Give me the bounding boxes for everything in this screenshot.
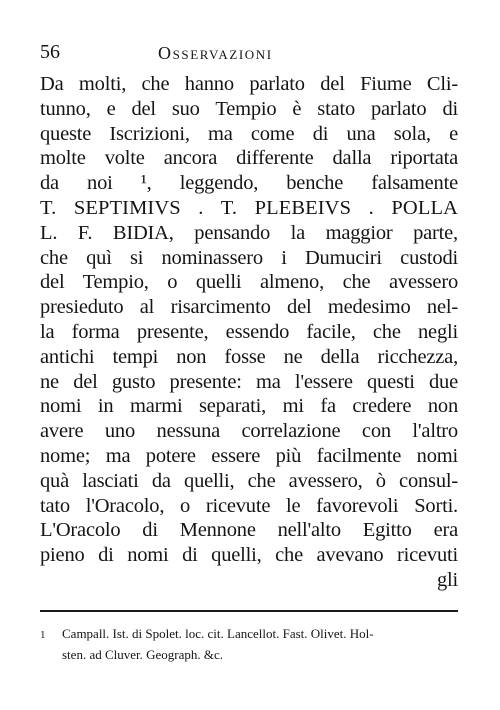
text-line: pieno di nomi di quelli, che avevano ricevuti — [40, 544, 458, 567]
text-line: ne del gusto presente: ma l'essere questi due — [40, 370, 458, 393]
footnote-line — [40, 624, 458, 645]
text-line: L'Oracolo di Mennone nell'alto Egitto era — [40, 519, 458, 542]
catchword: gli — [436, 568, 458, 591]
text-line: che quì si nominassero i Dumuciri custodi — [40, 246, 458, 269]
page-header — [40, 40, 460, 68]
text-line: antichi tempi non fosse ne della ricchezza, — [40, 345, 458, 368]
text-line: tunno, e del suo Tempio è stato parlato di — [40, 97, 458, 120]
text-line: molte volte ancora differente dalla riportata — [40, 147, 458, 170]
footnote — [40, 624, 458, 664]
text-line: nomi in marmi separati, mi fa credere non — [40, 395, 458, 418]
text-line: tato l'Oracolo, o ricevute le favorevoli Sorti. — [40, 494, 458, 517]
footnote-text: Campall. Ist. di Spolet. loc. cit. Lancellot. Fast. Olivet. Hol- — [62, 626, 374, 641]
page-number: 56 — [40, 41, 60, 63]
text-line: quà lasciati da quelli, che avessero, ò consul- — [40, 469, 458, 492]
text-line: L. F. BIDIA, pensando la maggior parte, — [40, 221, 458, 244]
text-line: Da molti, che hanno parlato del Fiume Cli- — [40, 73, 458, 95]
text-line: presieduto al risarcimento del medesimo nel- — [40, 296, 458, 319]
footnote-marker: 1 — [40, 629, 46, 641]
inscription-line: T. SEPTIMIVS . T. PLEBEIVS . POLLA — [40, 196, 458, 219]
footnote-rule — [40, 610, 458, 612]
footnote-text-continued: sten. ad Cluver. Geograph. &c. — [62, 647, 224, 662]
text-line: nome; ma potere essere più facilmente nomi — [40, 444, 458, 467]
running-head: Osservazioni — [158, 43, 273, 63]
text-line: queste Iscrizioni, ma come di una sola, e — [40, 122, 458, 145]
text-line: avere uno nessuna correlazione con l'altro — [40, 420, 458, 443]
text-line: da noi ¹, leggendo, benche falsamente — [40, 172, 458, 195]
body-text — [40, 72, 458, 593]
text-line: la forma presente, essendo facile, che negli — [40, 320, 458, 343]
text-line: del Tempio, o quelli almeno, che avessero — [40, 271, 458, 294]
